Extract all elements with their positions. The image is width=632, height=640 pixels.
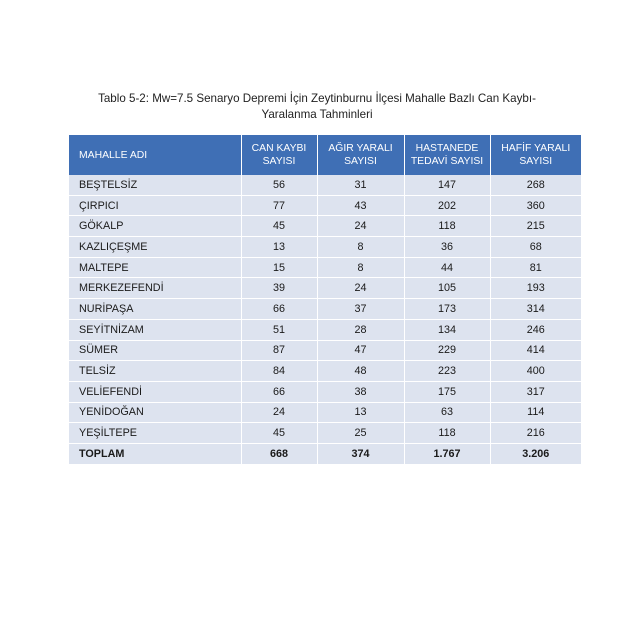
cell-hafif-yarali: 314 [490, 299, 581, 320]
table-row [69, 278, 581, 299]
total-hafif-yarali: 3.206 [490, 443, 581, 464]
cell-can-kaybi: 66 [241, 381, 317, 402]
cell-agir-yarali: 31 [317, 175, 404, 195]
cell-hafif-yarali: 317 [490, 381, 581, 402]
cell-hastanede-tedavi: 118 [404, 423, 490, 444]
table-row [69, 423, 581, 444]
cell-can-kaybi: 45 [241, 216, 317, 237]
cell-mahalle: SÜMER [69, 340, 241, 361]
cell-mahalle: ÇIRPICI [69, 195, 241, 216]
total-row [69, 443, 581, 464]
cell-hastanede-tedavi: 147 [404, 175, 490, 195]
cell-agir-yarali: 38 [317, 381, 404, 402]
cell-can-kaybi: 13 [241, 237, 317, 258]
header-agir-yarali [317, 135, 404, 175]
header-label: SAYISI [519, 156, 553, 167]
table-row [69, 381, 581, 402]
cell-hastanede-tedavi: 44 [404, 257, 490, 278]
header-label: SAYISI [344, 156, 377, 167]
cell-mahalle: KAZLIÇEŞME [69, 237, 241, 258]
cell-mahalle: YEŞİLTEPE [69, 423, 241, 444]
casualty-table [69, 135, 581, 465]
cell-hafif-yarali: 81 [490, 257, 581, 278]
table-row [69, 340, 581, 361]
table-row [69, 237, 581, 258]
header-label: TEDAVİ SAYISI [410, 156, 484, 167]
header-label: HAFİF YARALI [501, 143, 571, 154]
cell-agir-yarali: 25 [317, 423, 404, 444]
caption-line-1: Tablo 5-2: Mw=7.5 Senaryo Depremi İçin Zeytinburnu İlçesi Mahalle Bazlı Can Kaybı- [98, 92, 536, 105]
cell-agir-yarali: 24 [317, 278, 404, 299]
cell-hafif-yarali: 268 [490, 175, 581, 195]
cell-can-kaybi: 51 [241, 319, 317, 340]
cell-hafif-yarali: 68 [490, 237, 581, 258]
header-label: HASTANEDE [415, 143, 479, 154]
cell-can-kaybi: 45 [241, 423, 317, 444]
cell-hastanede-tedavi: 223 [404, 361, 490, 382]
cell-can-kaybi: 39 [241, 278, 317, 299]
cell-mahalle: VELİEFENDİ [69, 381, 241, 402]
cell-hastanede-tedavi: 63 [404, 402, 490, 423]
header-label: AĞIR YARALI [328, 143, 393, 154]
cell-agir-yarali: 43 [317, 195, 404, 216]
cell-hastanede-tedavi: 202 [404, 195, 490, 216]
cell-hastanede-tedavi: 134 [404, 319, 490, 340]
cell-can-kaybi: 84 [241, 361, 317, 382]
cell-mahalle: SEYİTNİZAM [69, 319, 241, 340]
cell-can-kaybi: 24 [241, 402, 317, 423]
total-agir-yarali: 374 [317, 443, 404, 464]
cell-hastanede-tedavi: 118 [404, 216, 490, 237]
cell-agir-yarali: 47 [317, 340, 404, 361]
header-can-kaybi [241, 135, 317, 175]
table-row [69, 195, 581, 216]
cell-mahalle: MERKEZEFENDİ [69, 278, 241, 299]
total-hastanede-tedavi: 1.767 [404, 443, 490, 464]
header-label: CAN KAYBI [251, 143, 307, 154]
header-hafif-yarali [490, 135, 581, 175]
cell-mahalle: NURİPAŞA [69, 299, 241, 320]
cell-can-kaybi: 56 [241, 175, 317, 195]
cell-hafif-yarali: 114 [490, 402, 581, 423]
cell-agir-yarali: 24 [317, 216, 404, 237]
cell-mahalle: BEŞTELSİZ [69, 175, 241, 195]
cell-hafif-yarali: 246 [490, 319, 581, 340]
cell-can-kaybi: 87 [241, 340, 317, 361]
cell-agir-yarali: 37 [317, 299, 404, 320]
total-can-kaybi: 668 [241, 443, 317, 464]
table-row [69, 257, 581, 278]
cell-hafif-yarali: 360 [490, 195, 581, 216]
cell-agir-yarali: 13 [317, 402, 404, 423]
header-label: SAYISI [262, 156, 296, 167]
table-row [69, 175, 581, 195]
cell-hafif-yarali: 215 [490, 216, 581, 237]
cell-hastanede-tedavi: 36 [404, 237, 490, 258]
table-header [69, 135, 581, 175]
table-body [69, 175, 581, 464]
cell-hastanede-tedavi: 173 [404, 299, 490, 320]
cell-agir-yarali: 8 [317, 237, 404, 258]
cell-hastanede-tedavi: 105 [404, 278, 490, 299]
table-row [69, 319, 581, 340]
cell-can-kaybi: 15 [241, 257, 317, 278]
cell-hafif-yarali: 216 [490, 423, 581, 444]
header-label: MAHALLE ADI [79, 149, 148, 161]
header-mahalle-adi [69, 135, 241, 175]
table-caption [60, 91, 574, 123]
cell-can-kaybi: 66 [241, 299, 317, 320]
caption-line-2: Yaralanma Tahminleri [261, 108, 373, 121]
table-row [69, 299, 581, 320]
cell-hastanede-tedavi: 229 [404, 340, 490, 361]
cell-hafif-yarali: 193 [490, 278, 581, 299]
cell-agir-yarali: 8 [317, 257, 404, 278]
cell-hafif-yarali: 414 [490, 340, 581, 361]
cell-can-kaybi: 77 [241, 195, 317, 216]
total-label: TOPLAM [69, 443, 241, 464]
cell-agir-yarali: 28 [317, 319, 404, 340]
cell-mahalle: GÖKALP [69, 216, 241, 237]
cell-hastanede-tedavi: 175 [404, 381, 490, 402]
table-row [69, 216, 581, 237]
header-hastanede-tedavi [404, 135, 490, 175]
cell-mahalle: MALTEPE [69, 257, 241, 278]
cell-agir-yarali: 48 [317, 361, 404, 382]
cell-mahalle: TELSİZ [69, 361, 241, 382]
table-row [69, 402, 581, 423]
cell-mahalle: YENİDOĞAN [69, 402, 241, 423]
header-row [69, 135, 581, 175]
cell-hafif-yarali: 400 [490, 361, 581, 382]
table-row [69, 361, 581, 382]
